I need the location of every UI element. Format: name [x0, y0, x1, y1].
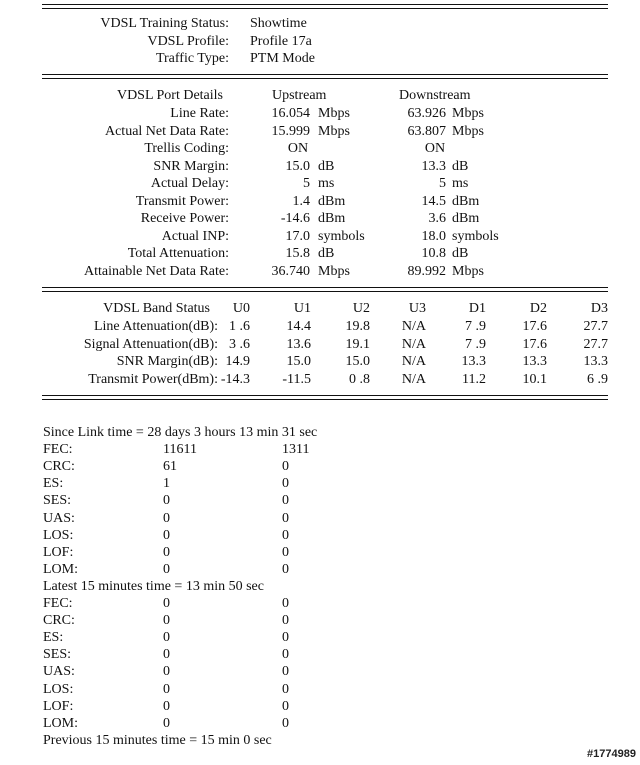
counter-far: 1311	[282, 442, 310, 458]
band-cell: N/A	[401, 371, 426, 387]
band-cell: -11.5	[282, 371, 311, 387]
counter-near: 0	[163, 510, 170, 526]
band-column-heading: D3	[590, 301, 608, 316]
downstream-unit: ms	[452, 176, 469, 191]
latest15-title: Latest 15 minutes time = 13 min 50 sec	[43, 578, 264, 594]
band-cell: 19.8	[345, 319, 370, 334]
counter-far: 0	[282, 459, 289, 475]
upstream-value: 15.0	[285, 158, 310, 174]
upstream-value: 36.740	[271, 263, 310, 279]
band-cell: 6 .9	[587, 371, 608, 387]
band-cell: 13.6	[286, 336, 311, 352]
downstream-unit: dB	[452, 158, 469, 174]
upstream-value: 5	[303, 176, 310, 191]
counter-near: 0	[163, 630, 170, 646]
downstream-value: ON	[424, 141, 446, 156]
counter-far: 0	[282, 476, 289, 492]
downstream-unit: symbols	[452, 228, 499, 244]
double-rule	[42, 287, 608, 292]
counter-label: LOF:	[43, 698, 74, 714]
downstream-value: 10.8	[421, 246, 446, 261]
port-row-label: SNR Margin:	[153, 158, 229, 174]
counter-label: UAS:	[43, 664, 75, 680]
port-row-label: Actual Delay:	[150, 176, 229, 191]
upstream-value: -14.6	[280, 211, 310, 226]
counter-near: 0	[163, 527, 170, 543]
upstream-value: 16.054	[271, 106, 310, 121]
band-cell: 15.0	[286, 354, 311, 369]
downstream-unit: Mbps	[452, 263, 484, 279]
downstream-value: 13.3	[421, 158, 446, 174]
band-column-heading: D2	[529, 301, 547, 316]
counter-label: SES:	[43, 493, 72, 509]
band-status-heading: VDSL Band Status	[103, 301, 210, 316]
upstream-unit: dBm	[318, 193, 346, 209]
downstream-value: 14.5	[421, 193, 446, 209]
counter-label: ES:	[43, 630, 64, 646]
counter-label: LOM:	[43, 715, 78, 731]
counter-near: 0	[163, 561, 170, 577]
band-cell: 11.2	[462, 371, 486, 387]
double-rule	[42, 74, 608, 79]
band-cell: 0 .8	[349, 371, 370, 387]
upstream-unit: dB	[318, 246, 335, 261]
band-column-heading: U1	[293, 301, 311, 316]
training-value: Profile 17a	[250, 33, 312, 49]
upstream-unit: symbols	[318, 228, 365, 244]
counter-far: 0	[282, 681, 289, 697]
training-label: VDSL Training Status:	[100, 16, 229, 31]
downstream-unit: dB	[452, 246, 469, 261]
band-cell: N/A	[401, 354, 426, 369]
counter-near: 61	[163, 459, 177, 475]
counter-far: 0	[282, 561, 289, 577]
counter-near: 0	[163, 613, 170, 629]
counter-near: 0	[163, 493, 170, 509]
downstream-value: 63.926	[407, 106, 446, 121]
band-column-heading: U2	[352, 301, 370, 316]
counter-near: 11611	[163, 442, 197, 458]
upstream-value: 15.999	[271, 123, 310, 139]
counter-far: 0	[282, 493, 289, 509]
counter-near: 0	[163, 596, 170, 611]
band-column-heading: U0	[232, 301, 250, 316]
upstream-value: 15.8	[285, 246, 310, 261]
counter-label: FEC:	[43, 596, 73, 611]
counter-near: 0	[163, 698, 170, 714]
watermark: #1774989	[587, 748, 636, 760]
band-cell: 27.7	[583, 336, 608, 352]
port-details-heading: VDSL Port Details	[116, 88, 223, 103]
port-row-label: Actual Net Data Rate:	[104, 123, 229, 139]
downstream-value: 89.992	[407, 263, 446, 279]
counter-far: 0	[282, 664, 289, 680]
band-row-label: Transmit Power(dBm):	[88, 371, 218, 387]
band-row-label: Signal Attenuation(dB):	[83, 336, 218, 352]
counter-far: 0	[282, 698, 289, 714]
downstream-value: 5	[439, 176, 446, 191]
counter-far: 0	[282, 544, 289, 560]
downstream-value: 63.807	[407, 123, 446, 139]
counter-far: 0	[282, 715, 289, 731]
downstream-unit: dBm	[452, 193, 480, 209]
upstream-unit: Mbps	[318, 106, 350, 121]
counter-label: LOS:	[43, 527, 74, 543]
counter-far: 0	[282, 630, 289, 646]
counter-label: ES:	[43, 476, 64, 492]
counter-far: 0	[282, 613, 289, 629]
port-row-label: Line Rate:	[170, 106, 229, 121]
counter-label: LOM:	[43, 561, 78, 577]
band-cell: N/A	[401, 336, 426, 352]
band-cell: 17.6	[522, 336, 547, 352]
downstream-unit: dBm	[452, 211, 480, 226]
band-column-heading: U3	[408, 301, 426, 316]
band-cell: 13.3	[461, 354, 486, 369]
training-value: PTM Mode	[250, 51, 315, 66]
upstream-value: 17.0	[285, 228, 310, 244]
downstream-unit: Mbps	[452, 106, 484, 121]
double-rule	[42, 395, 608, 400]
training-label: Traffic Type:	[155, 51, 229, 66]
port-row-label: Transmit Power:	[135, 193, 229, 209]
band-cell: 10.1	[522, 371, 547, 387]
counter-label: LOS:	[43, 681, 74, 697]
band-cell: 7 .9	[465, 336, 486, 352]
counter-label: FEC:	[43, 442, 73, 458]
downstream-value: 18.0	[421, 228, 446, 244]
band-row-label: Line Attenuation(dB):	[93, 319, 218, 334]
counter-label: CRC:	[43, 459, 75, 475]
counter-far: 0	[282, 510, 289, 526]
upstream-unit: Mbps	[318, 123, 350, 139]
counter-label: LOF:	[43, 544, 74, 560]
band-cell: 15.0	[345, 354, 370, 369]
counter-near: 1	[163, 476, 170, 492]
band-cell: 19.1	[345, 336, 370, 352]
downstream-heading: Downstream	[399, 88, 471, 103]
counter-label: CRC:	[43, 613, 75, 629]
band-column-heading: D1	[468, 301, 486, 316]
band-row-label: SNR Margin(dB):	[116, 354, 218, 369]
port-row-label: Receive Power:	[140, 211, 229, 226]
upstream-unit: Mbps	[318, 263, 350, 279]
upstream-unit: dBm	[318, 211, 346, 226]
counter-far: 0	[282, 527, 289, 543]
counter-near: 0	[163, 715, 170, 731]
previous15-title: Previous 15 minutes time = 15 min 0 sec	[43, 732, 272, 748]
upstream-unit: dB	[318, 158, 335, 174]
band-cell: 7 .9	[465, 319, 486, 334]
counter-label: UAS:	[43, 510, 75, 526]
band-cell: 13.3	[522, 354, 547, 369]
band-cell: 1 .6	[229, 319, 250, 334]
counter-near: 0	[163, 647, 170, 663]
since-link-title: Since Link time = 28 days 3 hours 13 min 31 sec	[43, 425, 318, 440]
upstream-unit: ms	[318, 176, 335, 191]
band-cell: 14.4	[286, 319, 311, 334]
upstream-heading: Upstream	[272, 88, 327, 103]
port-row-label: Total Attenuation:	[127, 246, 229, 261]
port-row-label: Attainable Net Data Rate:	[84, 263, 229, 279]
counter-far: 0	[282, 596, 289, 611]
downstream-value: 3.6	[428, 211, 446, 226]
band-cell: -14.3	[220, 371, 250, 387]
upstream-value: ON	[287, 141, 309, 156]
band-cell: N/A	[401, 319, 426, 334]
band-cell: 27.7	[583, 319, 608, 334]
counter-near: 0	[163, 544, 170, 560]
training-value: Showtime	[250, 16, 307, 31]
downstream-unit: Mbps	[452, 123, 484, 139]
band-cell: 13.3	[583, 354, 608, 369]
band-cell: 17.6	[522, 319, 547, 334]
port-row-label: Actual INP:	[161, 228, 229, 244]
double-rule	[42, 4, 608, 9]
training-label: VDSL Profile:	[147, 33, 229, 49]
upstream-value: 1.4	[292, 193, 310, 209]
band-cell: 14.9	[225, 354, 250, 369]
counter-label: SES:	[43, 647, 72, 663]
band-cell: 3 .6	[229, 336, 250, 352]
port-row-label: Trellis Coding:	[144, 141, 229, 156]
counter-far: 0	[282, 647, 289, 663]
counter-near: 0	[163, 681, 170, 697]
counter-near: 0	[163, 664, 170, 680]
